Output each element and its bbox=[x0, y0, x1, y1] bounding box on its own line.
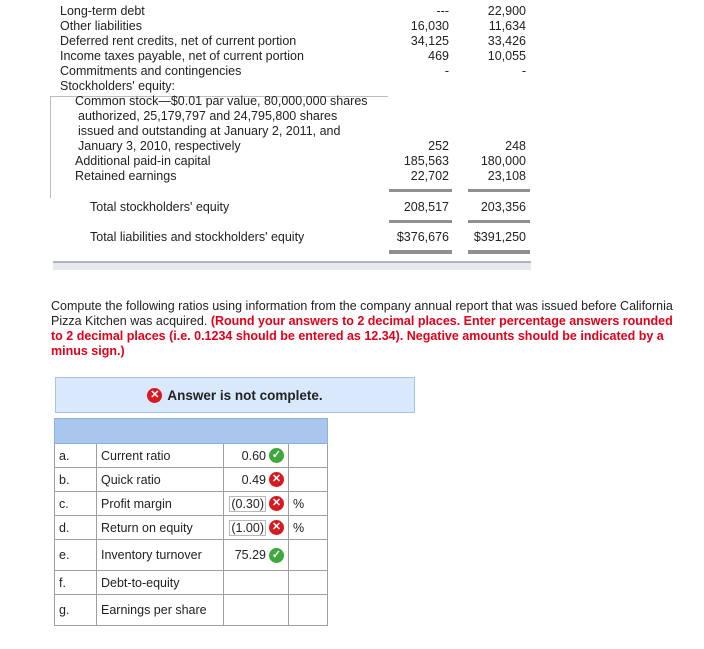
bs-value-2011: --- bbox=[436, 4, 449, 18]
bs-label: Other liabilities bbox=[60, 19, 142, 33]
bs-value-2010: 33,426 bbox=[487, 34, 526, 48]
bs-label: authorized, 25,179,797 and 24,795,800 shares bbox=[78, 109, 338, 123]
bs-label: Deferred rent credits, net of current portion bbox=[60, 34, 297, 48]
ratio-name: Quick ratio bbox=[97, 468, 224, 492]
check-circle-icon: ✓ bbox=[269, 448, 284, 463]
unit-cell bbox=[289, 468, 328, 492]
instructions-rounding-note: (Round your answers to 2 decimal places. Enter percentage answers rounded to 2 decimal places (i.e. 0.1234 should be entered as 12.34). Negative amounts should be indicated by a minus sign.) bbox=[51, 314, 673, 358]
row-letter: f. bbox=[55, 571, 97, 595]
double-rule-2011 bbox=[389, 250, 452, 254]
row-letter: e. bbox=[55, 540, 97, 571]
x-circle-icon: ✕ bbox=[269, 496, 284, 511]
bs-value-2010: 22,900 bbox=[487, 4, 526, 18]
bs-label: January 3, 2010, respectively bbox=[78, 139, 241, 153]
table-bottom-bar bbox=[53, 261, 531, 270]
double-rule-2010 bbox=[468, 250, 530, 254]
table-row bbox=[55, 595, 328, 626]
table-row bbox=[55, 516, 328, 540]
row-letter: c. bbox=[55, 492, 97, 516]
bs-value-2010: 180,000 bbox=[480, 154, 526, 168]
bs-value-2011: 252 bbox=[428, 139, 449, 153]
table-row bbox=[55, 571, 328, 595]
bs-value-2011: $376,676 bbox=[396, 230, 449, 244]
unit-cell: % bbox=[289, 492, 328, 516]
answer-input-quick-ratio[interactable] bbox=[224, 468, 289, 492]
x-circle-icon: ✕ bbox=[147, 388, 162, 403]
answer-value: 0.49 bbox=[241, 472, 266, 487]
table-row bbox=[55, 540, 328, 571]
check-circle-icon: ✓ bbox=[269, 548, 284, 563]
answer-input-earnings-per-share[interactable] bbox=[224, 595, 289, 626]
subtotal-rule-2011 bbox=[389, 189, 452, 192]
total-rule-2010 bbox=[468, 220, 530, 223]
ratios-answer-table bbox=[54, 418, 328, 626]
table-row bbox=[55, 468, 328, 492]
answer-input-debt-to-equity[interactable] bbox=[224, 571, 289, 595]
table-row bbox=[55, 492, 328, 516]
bs-label: Common stock—$0.01 par value, 80,000,000 shares bbox=[75, 94, 368, 108]
answer-value: (1.00) bbox=[231, 520, 264, 535]
bs-value-2010: $391,250 bbox=[473, 230, 526, 244]
answer-input-inventory-turnover[interactable] bbox=[224, 540, 289, 571]
ratio-name: Return on equity bbox=[97, 516, 224, 540]
unit-cell: % bbox=[289, 516, 328, 540]
answer-input-return-on-equity[interactable] bbox=[224, 516, 289, 540]
x-circle-icon: ✕ bbox=[269, 520, 284, 535]
ratio-name: Profit margin bbox=[97, 492, 224, 516]
subtotal-rule-2010 bbox=[468, 189, 530, 192]
answer-value: (0.30) bbox=[231, 496, 264, 511]
ratio-name: Earnings per share bbox=[97, 595, 224, 626]
question-instructions bbox=[51, 299, 677, 359]
ratio-name: Current ratio bbox=[97, 444, 224, 468]
bs-value-2011: 34,125 bbox=[410, 34, 449, 48]
row-letter: g. bbox=[55, 595, 97, 626]
bs-label: Commitments and contingencies bbox=[60, 64, 242, 78]
bs-value-2011: 22,702 bbox=[410, 169, 449, 183]
bs-value-2011: - bbox=[444, 64, 449, 78]
bs-value-2010: 23,108 bbox=[487, 169, 526, 183]
bs-label: Stockholders' equity: bbox=[60, 79, 175, 93]
bs-value-2011: 469 bbox=[428, 49, 449, 63]
bs-value-2010: 10,055 bbox=[487, 49, 526, 63]
answer-input-current-ratio[interactable] bbox=[224, 444, 289, 468]
bs-label: Retained earnings bbox=[75, 169, 177, 183]
answer-input-profit-margin[interactable] bbox=[224, 492, 289, 516]
unit-cell bbox=[289, 444, 328, 468]
unit-cell bbox=[289, 595, 328, 626]
bs-label: Income taxes payable, net of current portion bbox=[60, 49, 304, 63]
answer-status-banner bbox=[55, 377, 415, 413]
bs-value-2011: 16,030 bbox=[410, 19, 449, 33]
total-rule-2011 bbox=[389, 220, 452, 223]
table-row bbox=[55, 444, 328, 468]
ratio-name: Debt-to-equity bbox=[97, 571, 224, 595]
bs-label: Total stockholders' equity bbox=[90, 200, 230, 214]
bs-label: Additional paid-in capital bbox=[75, 154, 211, 168]
banner-text: Answer is not complete. bbox=[167, 387, 323, 403]
table-header-row bbox=[55, 419, 328, 444]
unit-cell bbox=[289, 540, 328, 571]
bs-value-2010: 248 bbox=[505, 139, 526, 153]
bs-label: Long-term debt bbox=[60, 4, 145, 18]
instructions-text: Compute the following ratios using information from the company annual report that was issued before California Pizza Kitchen was acquired. bbox=[51, 299, 673, 328]
row-letter: d. bbox=[55, 516, 97, 540]
row-letter: b. bbox=[55, 468, 97, 492]
answer-value: 75.29 bbox=[234, 548, 266, 563]
ratio-name: Inventory turnover bbox=[97, 540, 224, 571]
equity-bracket-edge bbox=[50, 96, 51, 198]
table-header-cell bbox=[55, 419, 328, 444]
bs-label: issued and outstanding at January 2, 2011, and bbox=[78, 124, 341, 138]
bs-value-2010: - bbox=[521, 64, 526, 78]
answer-value: 0.60 bbox=[241, 448, 266, 463]
bs-value-2011: 185,563 bbox=[403, 154, 449, 168]
unit-cell bbox=[289, 571, 328, 595]
bs-value-2010: 11,634 bbox=[488, 19, 526, 33]
bs-value-2010: 203,356 bbox=[480, 200, 526, 214]
row-letter: a. bbox=[55, 444, 97, 468]
bs-value-2011: 208,517 bbox=[403, 200, 449, 214]
bs-label: Total liabilities and stockholders' equity bbox=[90, 230, 305, 244]
x-circle-icon: ✕ bbox=[269, 472, 284, 487]
